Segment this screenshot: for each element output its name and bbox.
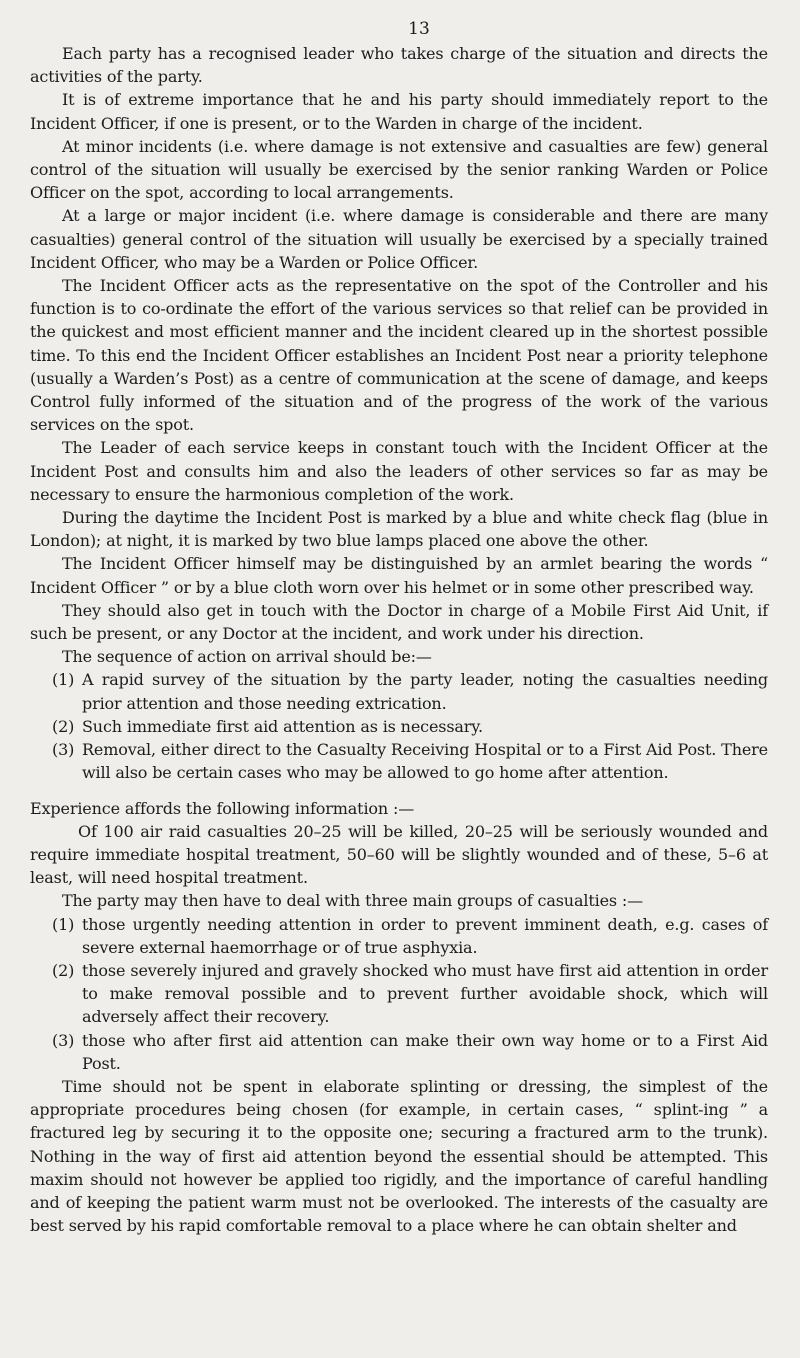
list-item [52, 715, 768, 738]
paragraph-splinting-advice: Time should not be spent in elaborate splinting or dressing, the simplest of the appropriate procedures being chosen (for example, in certain cases, “ splint-ing ” a fractured leg by securing it to the opposite one; securing a fractured arm to the trunk). Nothing in the way of first aid attention beyond the essential should be attempted. This maxim should not however be applied too rigidly, and the importance of careful handling and of keeping the patient warm must not be overlooked. The interests of the casualty are best served by his rapid comfortable removal to a place where he can obtain shelter and [30, 1076, 768, 1236]
list-item-text: those urgently needing attention in order to prevent imminent death, e.g. cases of severe external haemorrhage or of true asphyxia. [82, 914, 768, 957]
list-item-text: those severely injured and gravely shocked who must have first aid attention in order to make removal possible and to prevent further avoidable shock, which will adversely affect their recovery. [82, 960, 768, 1027]
paragraph-service-leader: The Leader of each service keeps in constant touch with the Incident Officer at the Incident Post and consults him and also the leaders of other services so far as may be necessary to ensure the harmonious completion of the work. [30, 438, 768, 504]
paragraph-groups-intro: The party may then have to deal with three main groups of casualties :— [62, 891, 643, 911]
spacer [30, 785, 768, 797]
list-item [52, 913, 768, 959]
casualty-groups-list [30, 913, 768, 1075]
list-item-text: those who after first aid attention can make their own way home or to a First Aid Post. [82, 1030, 768, 1073]
list-item [52, 1029, 768, 1075]
page-number: 13 [408, 19, 430, 39]
paragraph-doctor-contact: They should also get in touch with the Doctor in charge of a Mobile First Aid Unit, if such be present, or any Doctor at the incident, and work under his direction. [30, 600, 768, 644]
list-item-text: Removal, either direct to the Casualty Receiving Hospital or to a First Aid Post. There will also be certain cases who may be allowed to go home after attention. [82, 740, 768, 783]
list-item-number: (3) [52, 1030, 75, 1050]
list-item-text: A rapid survey of the situation by the party leader, noting the casualties needing prior attention and those needing extrication. [82, 670, 768, 713]
list-item-number: (2) [52, 960, 75, 980]
list-item [52, 668, 768, 714]
list-item-number: (1) [52, 914, 75, 934]
list-item-text: Such immediate first aid attention as is necessary. [82, 716, 483, 736]
paragraph-experience-intro: Experience affords the following information :— [30, 798, 415, 818]
list-item [52, 738, 768, 784]
paragraph-sequence-intro: The sequence of action on arrival should be:— [62, 647, 432, 667]
paragraph-party-leader: Each party has a recognised leader who takes charge of the situation and directs the activities of the party. [30, 44, 768, 87]
paragraph-report-to-officer: It is of extreme importance that he and his party should immediately report to the Incident Officer, if one is present, or to the Warden in charge of the incident. [30, 90, 768, 133]
list-item-number: (2) [52, 716, 75, 736]
paragraph-incident-post-marking: During the daytime the Incident Post is marked by a blue and white check flag (blue in London); at night, it is marked by two blue lamps placed one above the other. [30, 508, 768, 551]
sequence-list [30, 668, 768, 784]
list-item-number: (3) [52, 740, 75, 760]
list-item [52, 959, 768, 1029]
paragraph-incident-officer-role: The Incident Officer acts as the representative on the spot of the Controller and his function is to co-ordinate the effort of the various services so that relief can be provided in the quickest and most efficient manner and the incident cleared up in the shortest possible time. To this end the Incident Officer establishes an Incident Post near a priority telephone (usually a Warden’s Post) as a centre of communication at the scene of damage, and keeps Control fully informed of the situation and of the progress of the work of the various services on the spot. [30, 276, 768, 435]
paragraph-minor-incidents: At minor incidents (i.e. where damage is not extensive and casualties are few) general control of the situation will usually be exercised by the senior ranking Warden or Police Officer on the spot, according to local arrangements. [30, 136, 768, 203]
paragraph-major-incidents: At a large or major incident (i.e. where damage is considerable and there are many casualties) general control of the situation will usually be exercised by a specially trained Incident Officer, who may be a Warden or Police Officer. [30, 206, 768, 272]
paragraph-officer-distinguished: The Incident Officer himself may be distinguished by an armlet bearing the words “ Incident Officer ” or by a blue cloth worn over his helmet or in some other prescribed way. [30, 554, 768, 597]
list-item-number: (1) [52, 670, 75, 690]
paragraph-casualty-statistics: Of 100 air raid casualties 20–25 will be killed, 20–25 will be seriously wounded and require immediate hospital treatment, 50–60 will be slightly wounded and of these, 5–6 at least, will need hospital treatment. [30, 821, 768, 888]
